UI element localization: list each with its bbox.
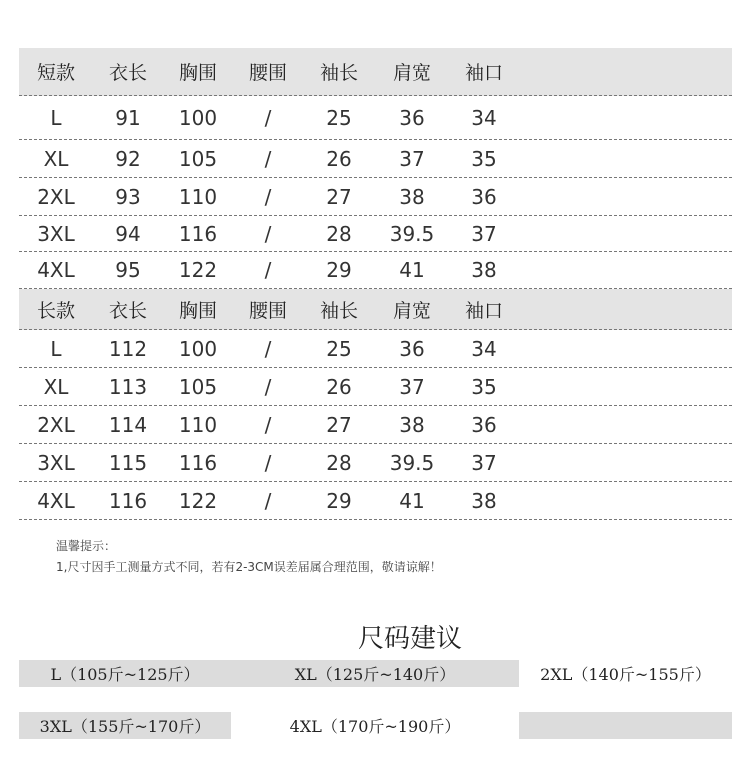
table-cell: / — [264, 450, 272, 475]
table-row — [19, 216, 732, 252]
table-cell: / — [264, 146, 272, 171]
table-cell: / — [264, 336, 272, 361]
table-header-cell: 肩宽 — [392, 62, 431, 84]
size-advice-title: 尺码建议 — [357, 624, 462, 654]
table-cell: 114 — [108, 412, 148, 437]
table-cell: 25 — [326, 105, 352, 130]
table-cell: 35 — [471, 146, 497, 171]
table-row — [19, 140, 732, 178]
table-cell: / — [264, 412, 272, 437]
table-header-row — [19, 48, 732, 96]
notes-line: 1,尺寸因手工测量方式不同，若有2-3CM误差届属合理范围，敬请谅解！ — [56, 560, 442, 574]
notes-title: 温馨提示： — [56, 539, 117, 553]
table-cell: 41 — [399, 258, 425, 282]
table-cell: 122 — [178, 488, 218, 513]
table-cell: 38 — [399, 412, 425, 437]
table-cell: XL — [43, 374, 69, 399]
table-header-row — [19, 289, 732, 330]
table-cell: 110 — [178, 412, 218, 437]
table-cell: XL — [43, 146, 69, 171]
table-cell: 36 — [471, 184, 497, 209]
table-cell: 115 — [108, 450, 148, 475]
table-cell: 29 — [326, 258, 352, 282]
table-cell: 37 — [399, 374, 425, 399]
table-cell: 39.5 — [389, 221, 435, 246]
table-row — [19, 444, 732, 482]
table-cell: 2XL — [37, 184, 75, 209]
table-cell: 37 — [471, 221, 497, 246]
table-cell: 36 — [471, 412, 497, 437]
table-cell: 38 — [399, 184, 425, 209]
table-cell: 29 — [326, 488, 352, 513]
size-advice-item: 2XL（140斤~155斤） — [519, 660, 732, 687]
table-cell: 2XL — [37, 412, 75, 437]
table-cell: 113 — [108, 374, 148, 399]
size-advice-item: L（105斤~125斤） — [19, 660, 231, 687]
table-cell: 41 — [399, 488, 425, 513]
table-cell: 27 — [326, 184, 352, 209]
table-cell: L — [50, 336, 62, 361]
size-advice-item — [519, 712, 732, 739]
table-header-cell: 腰围 — [248, 62, 287, 84]
table-cell: L — [50, 105, 62, 130]
notes — [56, 536, 442, 578]
table-row — [19, 482, 732, 520]
table-cell: 4XL — [37, 258, 75, 282]
table-cell: 3XL — [37, 221, 75, 246]
size-advice-item: 3XL（155斤~170斤） — [19, 712, 231, 739]
table-cell: / — [264, 184, 272, 209]
table-cell: 28 — [326, 450, 352, 475]
table-cell: / — [264, 258, 272, 282]
table-cell: 100 — [178, 336, 218, 361]
table-cell: 27 — [326, 412, 352, 437]
table-header-cell: 衣长 — [108, 62, 147, 84]
table-cell: 92 — [115, 146, 141, 171]
table-row — [19, 368, 732, 406]
table-header-cell: 袖长 — [319, 299, 358, 322]
table-cell: 112 — [108, 336, 148, 361]
table-cell: 38 — [471, 258, 497, 282]
table-cell: 94 — [115, 221, 141, 246]
table-cell: 36 — [399, 336, 425, 361]
table-row — [19, 406, 732, 444]
size-advice-item: 4XL（170斤~190斤） — [231, 712, 519, 739]
table-row — [19, 96, 732, 140]
table-row — [19, 252, 732, 289]
table-cell: / — [264, 374, 272, 399]
table-header-cell: 袖口 — [464, 299, 503, 322]
table-cell: 38 — [471, 488, 497, 513]
table-header-cell: 短款 — [36, 62, 75, 84]
table-row — [19, 330, 732, 368]
table-cell: 100 — [178, 105, 218, 130]
table-header-cell: 胸围 — [178, 299, 217, 322]
table-cell: 36 — [399, 105, 425, 130]
table-cell: 105 — [178, 374, 218, 399]
table-cell: 35 — [471, 374, 497, 399]
table-cell: 93 — [115, 184, 141, 209]
table-header-cell: 衣长 — [108, 299, 147, 322]
table-cell: 116 — [178, 221, 218, 246]
size-advice-item: XL（125斤~140斤） — [231, 660, 519, 687]
table-header-cell: 袖口 — [464, 62, 503, 84]
table-cell: / — [264, 221, 272, 246]
table-header-cell: 长款 — [36, 299, 75, 322]
table-cell: 37 — [471, 450, 497, 475]
table-header-cell: 腰围 — [248, 299, 287, 322]
table-cell: / — [264, 105, 272, 130]
table-cell: 39.5 — [389, 450, 435, 475]
table-cell: 116 — [108, 488, 148, 513]
table-cell: 122 — [178, 258, 218, 282]
table-cell: 37 — [399, 146, 425, 171]
table-cell: 25 — [326, 336, 352, 361]
table-cell: 95 — [115, 258, 141, 282]
table-row — [19, 178, 732, 216]
table-cell: 26 — [326, 374, 352, 399]
table-cell: 3XL — [37, 450, 75, 475]
table-cell: 28 — [326, 221, 352, 246]
table-cell: 105 — [178, 146, 218, 171]
table-header-cell: 胸围 — [178, 62, 217, 84]
table-cell: / — [264, 488, 272, 513]
table-cell: 110 — [178, 184, 218, 209]
table-header-cell: 袖长 — [319, 62, 358, 84]
table-cell: 26 — [326, 146, 352, 171]
table-header-cell: 肩宽 — [392, 299, 431, 322]
table-cell: 91 — [115, 105, 141, 130]
table-cell: 34 — [471, 105, 497, 130]
table-cell: 116 — [178, 450, 218, 475]
table-cell: 34 — [471, 336, 497, 361]
table-cell: 4XL — [37, 488, 75, 513]
